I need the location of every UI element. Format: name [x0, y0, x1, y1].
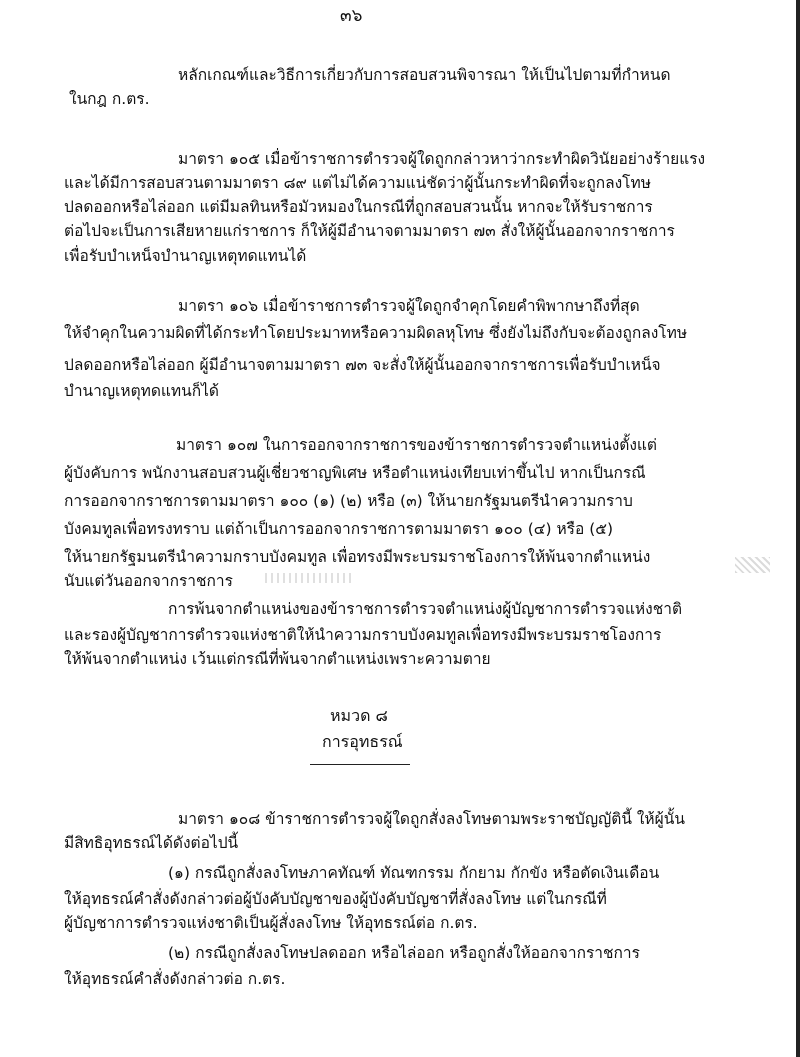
section-106-line-2: ให้จำคุกในความผิดที่ได้กระทำโดยประมาทหรือความผิดลหุโทษ ซึ่งยังไม่ถึงกับจะต้องถูกลงโทษ [64, 324, 688, 342]
section-107-line-1: มาตรา ๑๐๗ ในการออกจากราชการของข้าราชการตำรวจตำแหน่งตั้งแต่ [176, 436, 657, 454]
section-107-para2-line-2: และรองผู้บัญชาการตำรวจแห่งชาติให้นำความกราบบังคมทูลเพื่อทรงมีพระบรมราชโองการ [64, 626, 662, 644]
section-107-line-4: บังคมทูลเพื่อทรงทราบ แต่ถ้าเป็นการออกจากราชการตามมาตรา ๑๐๐ (๔) หรือ (๕) [64, 520, 614, 538]
section-107-line-3: การออกจากราชการตามมาตรา ๑๐๐ (๑) (๒) หรือ (๓) ให้นายกรัฐมนตรีนำความกราบ [64, 492, 633, 510]
section-106-line-1: มาตรา ๑๐๖ เมื่อข้าราชการตำรวจผู้ใดถูกจำคุกโดยคำพิพากษาถึงที่สุด [178, 297, 640, 315]
item-1-line-2: ให้อุทธรณ์คำสั่งดังกล่าวต่อผู้บังคับบัญชาของผู้บังคับบัญชาที่สั่งลงโทษ แต่ในกรณีที่ [64, 890, 607, 908]
chapter-title: การอุทธรณ์ [322, 732, 403, 751]
item-1-line-3: ผู้บัญชาการตำรวจแห่งชาติเป็นผู้สั่งลงโทษ ให้อุทธรณ์ต่อ ก.ตร. [64, 914, 478, 932]
chapter-number: หมวด ๘ [330, 706, 388, 725]
section-105-line-2: และได้มีการสอบสวนตามมาตรา ๘๙ แต่ไม่ได้ความแน่ชัดว่าผู้นั้นกระทำผิดที่จะถูกลงโทษ [64, 174, 651, 192]
section-107-line-6: นับแต่วันออกจากราชการ [64, 572, 233, 590]
scan-noise [735, 557, 770, 573]
scan-edge [796, 0, 800, 1057]
section-105-line-1: มาตรา ๑๐๕ เมื่อข้าราชการตำรวจผู้ใดถูกกล่าวหาว่ากระทำผิดวินัยอย่างร้ายแรง [178, 150, 706, 168]
section-108-line-1: มาตรา ๑๐๘ ข้าราชการตำรวจผู้ใดถูกสั่งลงโทษตามพระราชบัญญัตินี้ ให้ผู้นั้น [178, 810, 685, 828]
item-2-line-2: ให้อุทธรณ์คำสั่งดังกล่าวต่อ ก.ตร. [64, 970, 286, 988]
chapter-divider [310, 764, 410, 765]
item-2-line-1: (๒) กรณีถูกสั่งลงโทษปลดออก หรือไล่ออก หรือถูกสั่งให้ออกจากราชการ [168, 944, 640, 962]
section-106-line-3: ปลดออกหรือไล่ออก ผู้มีอำนาจตามมาตรา ๗๓ จะสั่งให้ผู้นั้นออกจากราชการเพื่อรับบำเหน็จ [64, 356, 661, 374]
section-107-line-2: ผู้บังคับการ พนักงานสอบสวนผู้เชี่ยวชาญพิเศษ หรือตำแหน่งเทียบเท่าขึ้นไป หากเป็นกรณี [64, 464, 646, 482]
section-106-line-4: บำนาญเหตุทดแทนก็ได้ [64, 382, 219, 400]
section-107-para2-line-1: การพ้นจากตำแหน่งของข้าราชการตำรวจตำแหน่งผู้บัญชาการตำรวจแห่งชาติ [168, 600, 683, 618]
intro-line-1: หลักเกณฑ์และวิธีการเกี่ยวกับการสอบสวนพิจารณา ให้เป็นไปตามที่กำหนด [178, 66, 671, 84]
section-105-line-4: ต่อไปจะเป็นการเสียหายแก่ราชการ ก็ให้ผู้มีอำนาจตามมาตรา ๗๓ สั่งให้ผู้นั้นออกจากราชการ [64, 222, 675, 240]
item-1-line-1: (๑) กรณีถูกสั่งลงโทษภาคทัณฑ์ ทัณฑกรรม กักยาม กักขัง หรือตัดเงินเดือน [168, 864, 660, 882]
section-105-line-3: ปลดออกหรือไล่ออก แต่มีมลทินหรือมัวหมองในกรณีที่ถูกสอบสวนนั้น หากจะให้รับราชการ [64, 198, 653, 216]
intro-line-2: ในกฎ ก.ตร. [69, 90, 150, 108]
page-number: ๓๖ [340, 6, 363, 26]
scan-noise [265, 573, 355, 583]
section-108-line-2: มีสิทธิอุทธรณ์ได้ดังต่อไปนี้ [64, 834, 239, 852]
section-107-para2-line-3: ให้พ้นจากตำแหน่ง เว้นแต่กรณีที่พ้นจากตำแหน่งเพราะความตาย [64, 650, 491, 668]
section-107-line-5: ให้นายกรัฐมนตรีนำความกราบบังคมทูล เพื่อทรงมีพระบรมราชโองการให้พ้นจากตำแหน่ง [64, 548, 651, 566]
section-105-line-5: เพื่อรับบำเหน็จบำนาญเหตุทดแทนได้ [64, 247, 307, 265]
